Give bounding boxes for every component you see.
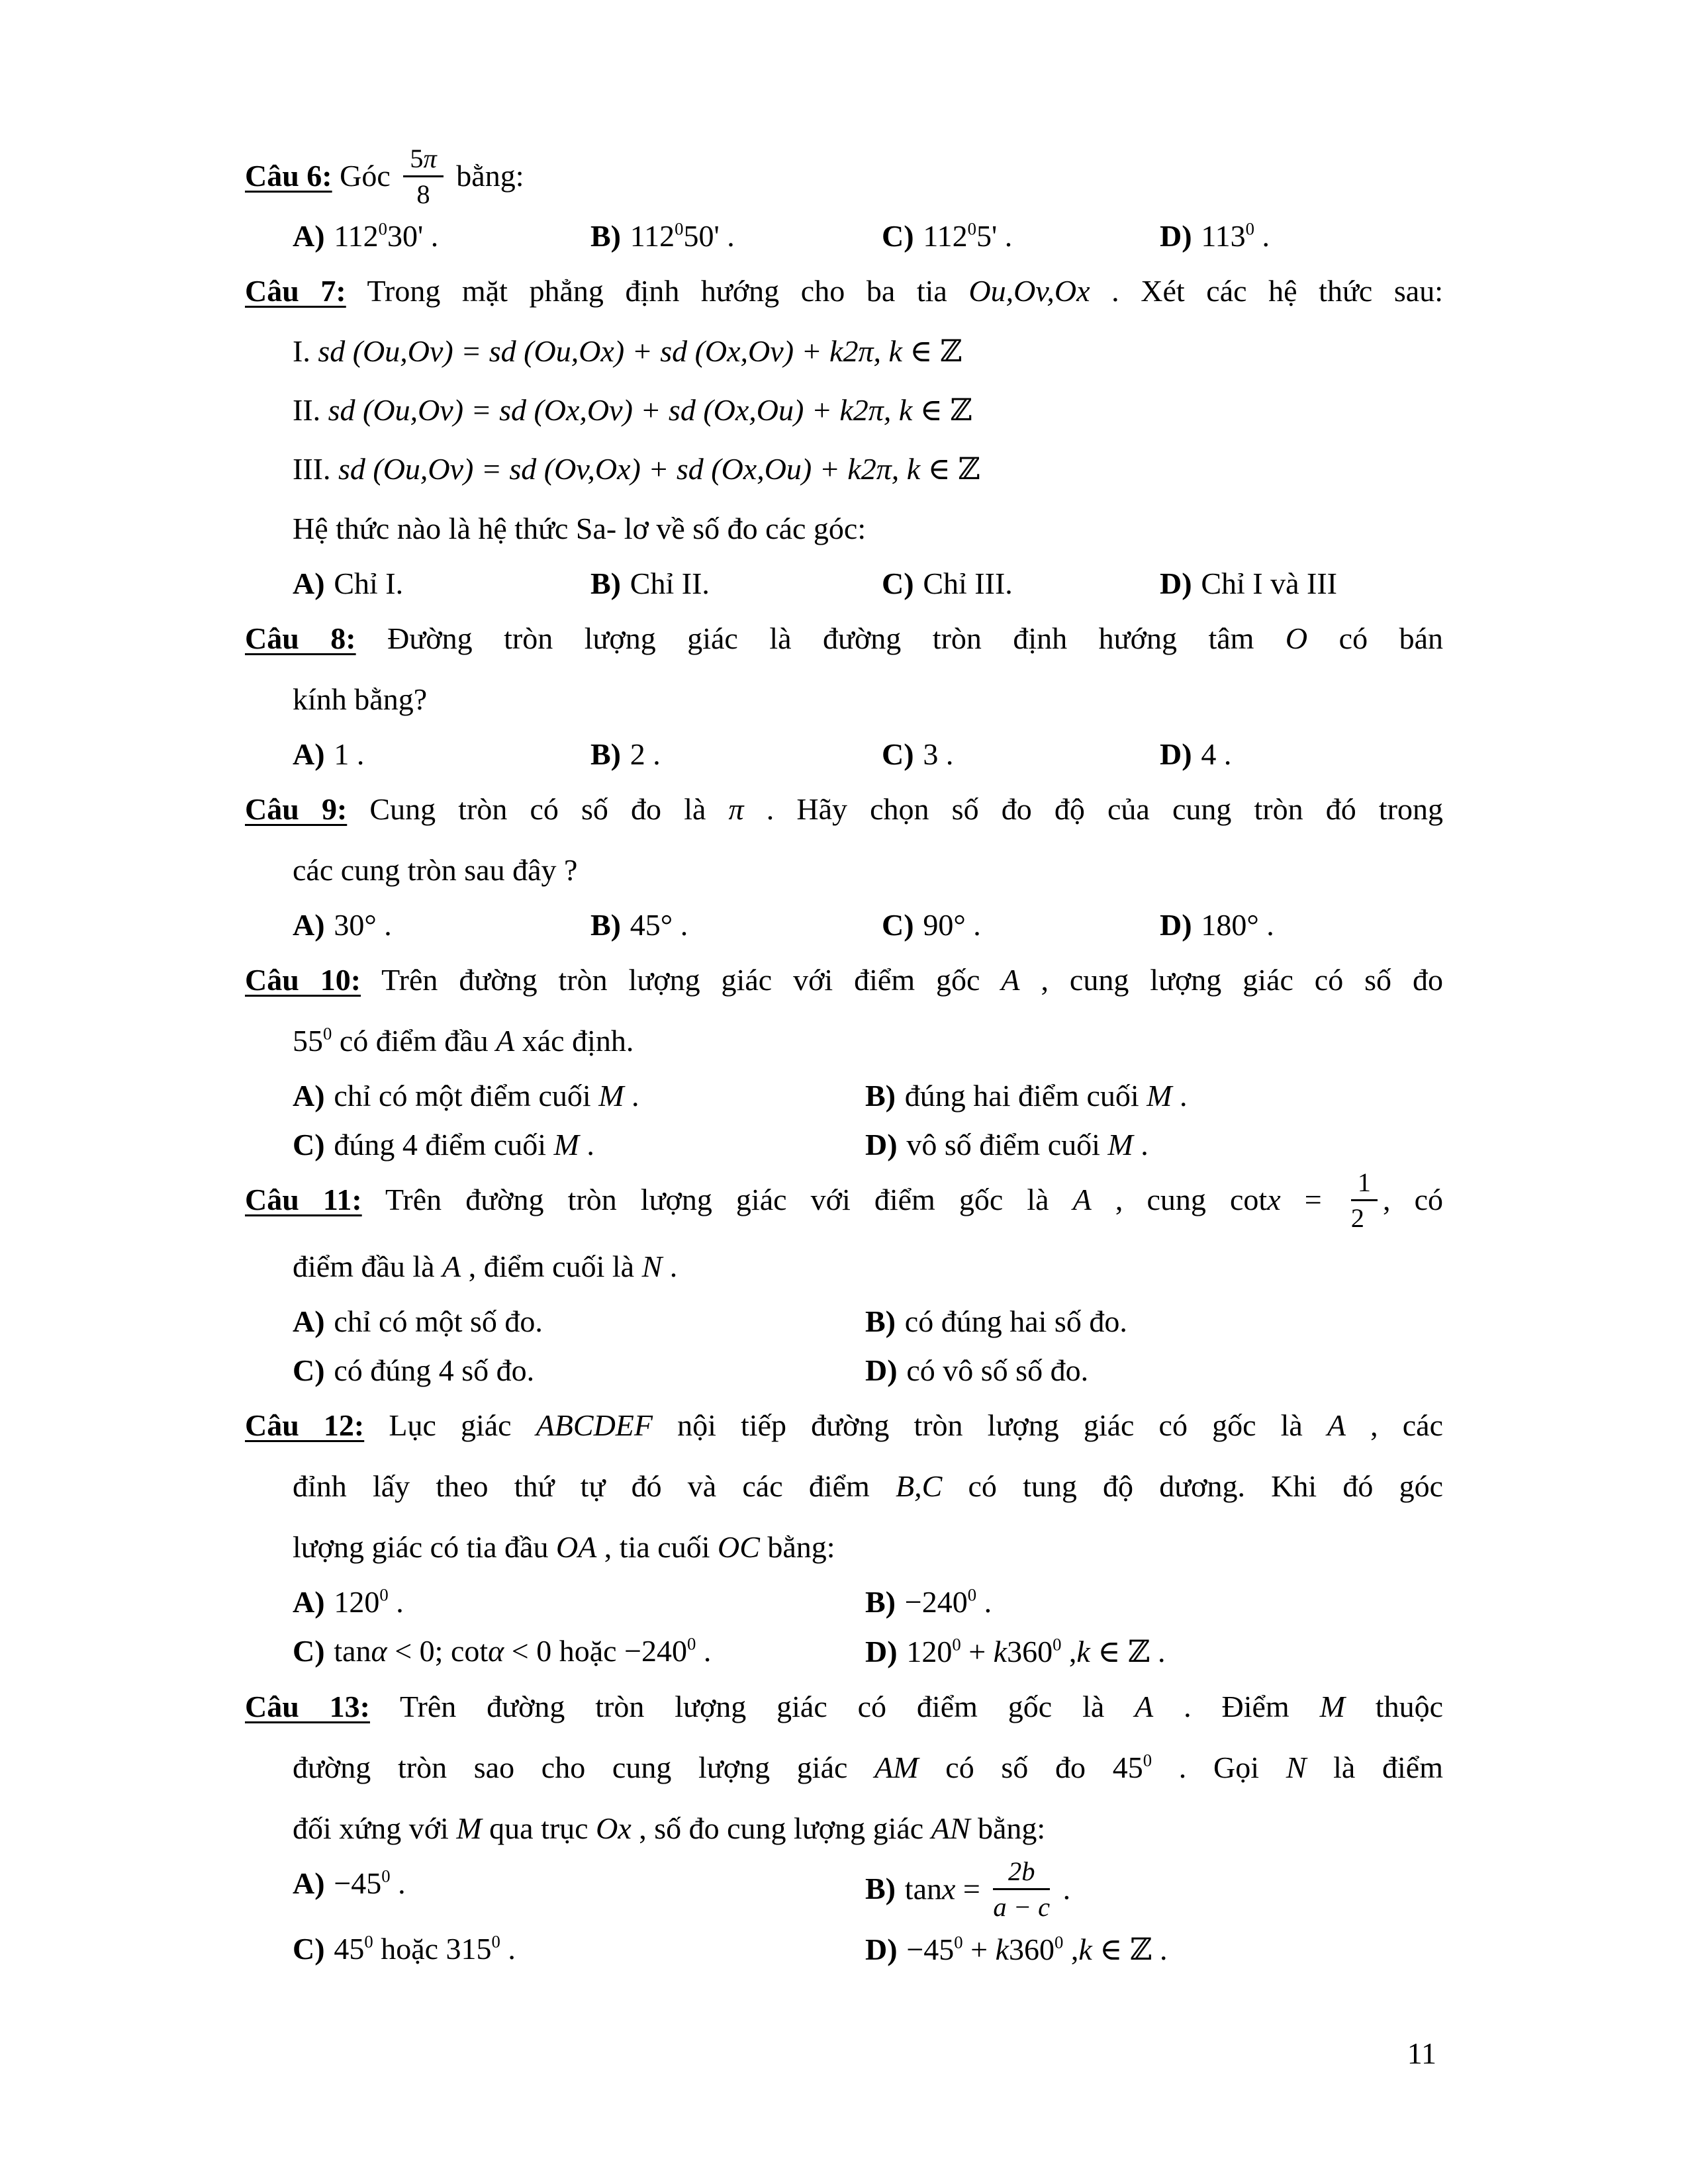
question-8 (245, 608, 1443, 779)
stem-text: 55 (293, 1024, 323, 1058)
math-text: A (496, 1024, 515, 1058)
answer-text: Chỉ I. (334, 567, 404, 601)
superscript: 0 (952, 1634, 961, 1655)
question-10-stem (245, 950, 1443, 1011)
math-variable: α (371, 1633, 387, 1668)
math-variable: x (942, 1871, 956, 1905)
answer-key: D) (865, 1933, 898, 1967)
answer-text: 112 (923, 219, 968, 253)
question-10 (245, 950, 1443, 1169)
question-9-stem-line2: các cung tròn sau đây ? (293, 853, 578, 887)
answer-text: vô số điểm cuối (906, 1128, 1108, 1162)
fraction-numerator: 1 (1351, 1167, 1378, 1201)
question-12 (245, 1395, 1443, 1676)
answer-text: . (1150, 1634, 1166, 1668)
answer-text: 4 . (1201, 737, 1232, 772)
answer-key: A) (293, 1866, 325, 1900)
fraction-denominator: 2 (1350, 1203, 1364, 1234)
question-13-label: Câu 13: (245, 1689, 370, 1723)
answer-text: 5' . (976, 219, 1013, 253)
stem-text: có điểm đầu (332, 1024, 496, 1058)
fraction-denominator: a − c (993, 1891, 1051, 1922)
question-6-stem (245, 143, 1443, 212)
question-13-answers-row1 (245, 1856, 1443, 1925)
question-12-stem (245, 1395, 1443, 1456)
answer-key: B) (865, 1871, 896, 1905)
stem-text: thuộc (1344, 1689, 1443, 1723)
answer-key: D) (865, 1128, 898, 1162)
answer-text: . (1055, 1871, 1071, 1905)
fraction-coefficient: 5 (410, 143, 424, 173)
question-7-answers (245, 559, 1443, 608)
answer-option-d (865, 1120, 1443, 1169)
question-8-stem (245, 608, 1443, 669)
stem-text: Cung tròn có số đo là (347, 792, 729, 827)
roman-numeral: II. (293, 393, 328, 428)
answer-option-a (293, 212, 590, 261)
superscript: 0 (364, 1931, 373, 1952)
formula-line-3 (245, 439, 1443, 498)
question-12-stem-line3 (245, 1517, 1443, 1578)
question-9-label: Câu 9: (245, 792, 348, 827)
answer-key: D) (865, 1353, 898, 1387)
formula-line-1 (245, 322, 1443, 381)
stem-text: . Gọi (1152, 1750, 1286, 1784)
math-text: A (442, 1249, 461, 1283)
answer-text: 90° . (923, 908, 981, 942)
answer-key: C) (293, 1353, 325, 1387)
question-10-answers-row1 (245, 1071, 1443, 1120)
element-of-sign: ∈ (1092, 1933, 1130, 1967)
math-text: M (553, 1128, 579, 1162)
stem-text: đối xứng với (293, 1811, 457, 1845)
answer-option-c (293, 1925, 865, 1974)
answer-option-c (882, 559, 1160, 608)
answer-text: 360 (1009, 1933, 1055, 1967)
answer-text: . (1133, 1128, 1149, 1162)
superscript: 0 (1055, 1932, 1064, 1952)
answer-text: đúng hai điểm cuối (904, 1079, 1147, 1113)
math-text: AN (931, 1811, 970, 1845)
superscript: 0 (687, 1633, 696, 1654)
math-variable: k (1078, 1933, 1092, 1967)
question-6-label: Câu 6: (245, 159, 332, 193)
answer-text: . (1172, 1079, 1188, 1113)
answer-text: . (388, 1584, 404, 1619)
answer-text: 30° . (334, 908, 392, 942)
answer-text: . (500, 1932, 516, 1966)
stem-text: , cung lượng giác có số đo (1019, 963, 1443, 997)
answer-key: A) (293, 567, 325, 601)
answer-text: 113 (1201, 219, 1246, 253)
stem-text: Lục giác (364, 1408, 536, 1442)
answer-key: D) (865, 1634, 898, 1668)
function-name: tan (904, 1871, 942, 1905)
answer-key: C) (882, 908, 914, 942)
question-13-stem-line3 (245, 1798, 1443, 1859)
question-12-answers-row1 (245, 1578, 1443, 1627)
math-text: A (1072, 1183, 1092, 1217)
stem-text: , cung (1091, 1183, 1230, 1217)
stem-text: điểm đầu là (293, 1249, 443, 1283)
answer-text: . (624, 1079, 639, 1113)
answer-text: , (1061, 1634, 1077, 1668)
integers-symbol: ℤ (950, 392, 972, 428)
math-text: M (456, 1811, 482, 1845)
question-9-answers (245, 901, 1443, 950)
question-12-stem-line2 (245, 1456, 1443, 1517)
function-name: cot (450, 1633, 489, 1668)
answer-option-c (293, 1627, 865, 1676)
answer-option-b (590, 901, 882, 950)
answer-option-d (865, 1346, 1443, 1395)
answer-text: có đúng hai số đo. (904, 1304, 1127, 1338)
math-text: Ox (596, 1811, 632, 1845)
equals-sign: = (1280, 1183, 1346, 1217)
answer-text: có vô số số đo. (906, 1353, 1089, 1387)
answer-text: 3 . (923, 737, 954, 772)
answer-key: A) (293, 908, 325, 942)
math-text: M (1147, 1079, 1172, 1113)
answer-text: 360 (1007, 1634, 1053, 1668)
integers-symbol: ℤ (958, 451, 980, 487)
stem-text: là điểm (1306, 1750, 1444, 1784)
stem-text: , số đo cung lượng giác (631, 1811, 931, 1845)
answer-key: D) (1160, 219, 1192, 253)
math-text: A (1001, 963, 1020, 997)
question-13-answers-row2 (245, 1925, 1443, 1974)
stem-text: Đường tròn lượng giác là đường tròn định hướng tâm (355, 621, 1286, 656)
answer-option-d (1160, 559, 1443, 608)
element-of-sign: ∈ (1090, 1634, 1128, 1668)
superscript: 0 (379, 1584, 389, 1605)
math-variable: x (1267, 1183, 1281, 1217)
math-text: Ou,Ov,Ox (968, 274, 1090, 308)
math-text: A (1327, 1408, 1346, 1442)
stem-text: bằng: (448, 159, 524, 193)
answer-option-b (865, 1297, 1443, 1346)
question-6-answers (245, 212, 1443, 261)
answer-option-c (882, 730, 1160, 779)
answer-text: 45 (334, 1932, 365, 1966)
question-10-answers-row2 (245, 1120, 1443, 1169)
answer-key: B) (590, 908, 621, 942)
answer-key: D) (1160, 908, 1192, 942)
answer-option-d (1160, 212, 1443, 261)
question-7-label: Câu 7: (245, 274, 346, 308)
answer-text: 112 (334, 219, 379, 253)
answer-key: A) (293, 219, 325, 253)
answer-text: 1 . (334, 737, 365, 772)
math-text: A (1135, 1689, 1154, 1723)
answer-key: D) (1160, 737, 1192, 772)
math-text: AM (874, 1750, 919, 1784)
question-9-stem (245, 779, 1443, 840)
answer-text: Chỉ II. (630, 567, 710, 601)
answer-text: . (1254, 219, 1270, 253)
answer-text: < 0 (504, 1633, 552, 1668)
answer-key: C) (882, 219, 914, 253)
fraction (993, 1856, 1050, 1922)
answer-text: + (962, 1933, 996, 1967)
answer-text: 2 . (630, 737, 661, 772)
roman-numeral: I. (293, 334, 318, 369)
superscript: 0 (323, 1023, 332, 1044)
answer-text: 45° . (630, 908, 688, 942)
answer-key: A) (293, 1304, 325, 1338)
answer-text: . (696, 1633, 712, 1668)
answer-key: C) (882, 737, 914, 772)
fraction-denominator: 8 (416, 179, 430, 209)
answer-text: + (961, 1634, 994, 1668)
stem-text: Trên đường tròn lượng giác với điểm gốc (361, 963, 1002, 997)
math-variable: k (995, 1933, 1009, 1967)
stem-text: , các (1346, 1408, 1443, 1442)
math-text: OC (717, 1529, 760, 1564)
answer-option-b (865, 1071, 1443, 1120)
question-10-stem-line2 (245, 1011, 1443, 1071)
answer-key: B) (590, 219, 621, 253)
question-7 (245, 261, 1443, 608)
integers-symbol: ℤ (1129, 1931, 1152, 1968)
answer-text: 50' . (683, 219, 735, 253)
answer-text: . (976, 1584, 992, 1619)
math-formula: sd (Ou,Ov) = sd (Ox,Ov) + sd (Ox,Ou) + k2π, k ∈ (328, 393, 951, 428)
superscript: 0 (675, 218, 684, 239)
answer-text: chỉ có một điểm cuối (334, 1079, 599, 1113)
stem-text: . Hãy chọn số đo độ của cung tròn đó trong (743, 792, 1444, 827)
stem-text: Góc (332, 159, 399, 193)
answer-text: . (1152, 1933, 1168, 1967)
answer-text: 30' . (387, 219, 439, 253)
math-variable: k (1076, 1634, 1090, 1668)
answer-option-c (293, 1346, 865, 1395)
question-11 (245, 1169, 1443, 1394)
answer-text: 112 (630, 219, 675, 253)
math-text: M (598, 1079, 624, 1113)
superscript: 0 (491, 1931, 500, 1952)
question-11-stem-line2 (245, 1236, 1443, 1297)
stem-text: lượng giác có tia đầu (293, 1529, 556, 1564)
question-9 (245, 779, 1443, 950)
equals-sign: = (955, 1871, 988, 1905)
question-11-answers-row2 (245, 1346, 1443, 1395)
stem-text: Trên đường tròn lượng giác có điểm gốc là (370, 1689, 1135, 1723)
answer-option-d (1160, 730, 1443, 779)
question-12-label: Câu 12: (245, 1408, 365, 1442)
answer-key: B) (590, 567, 621, 601)
question-10-label: Câu 10: (245, 963, 361, 997)
superscript: 0 (1245, 218, 1254, 239)
stem-text: Trong mặt phẳng định hướng cho ba tia (346, 274, 969, 308)
answer-key: C) (293, 1633, 325, 1668)
answer-option-b (590, 559, 882, 608)
stem-text: . Xét các hệ thức sau: (1090, 274, 1443, 308)
answer-option-b (865, 1856, 1443, 1925)
stem-text: Trên đường tròn lượng giác với điểm gốc là (361, 1183, 1073, 1217)
stem-text: bằng: (970, 1811, 1046, 1845)
superscript: 0 (1053, 1634, 1062, 1655)
question-11-stem (245, 1169, 1443, 1236)
math-variable: α (488, 1633, 504, 1668)
answer-text: hoặc (551, 1633, 625, 1668)
answer-option-a (293, 901, 590, 950)
integers-symbol: ℤ (939, 333, 962, 369)
math-text: N (1286, 1750, 1307, 1784)
answer-text: đúng 4 điểm cuối (334, 1128, 554, 1162)
answer-option-d (1160, 901, 1443, 950)
math-text: B,C (895, 1469, 943, 1503)
answer-text: 180° . (1201, 908, 1274, 942)
formula-line-2 (245, 381, 1443, 439)
answer-option-a (293, 730, 590, 779)
math-formula: sd (Ou,Ov) = sd (Ov,Ox) + sd (Ox,Ou) + k2π, k ∈ (338, 452, 959, 486)
fraction (403, 144, 444, 210)
answer-option-c (882, 901, 1160, 950)
question-7-stem (245, 261, 1443, 322)
document-content (245, 143, 1444, 1974)
question-7-subtext: Hệ thức nào là hệ thức Sa- lơ về số đo các góc: (293, 512, 867, 546)
answer-text: chỉ có một số đo. (334, 1304, 543, 1338)
answer-option-c (882, 212, 1160, 261)
question-8-answers (245, 730, 1443, 779)
answer-key: B) (865, 1079, 896, 1113)
answer-text: −45 (334, 1866, 382, 1900)
answer-option-a (293, 1071, 865, 1120)
stem-text: đường tròn sao cho cung lượng giác (293, 1750, 875, 1784)
question-13-stem-line2 (245, 1737, 1443, 1798)
pi-symbol: π (423, 143, 437, 173)
question-6 (245, 143, 1443, 261)
stem-text: đỉnh lấy theo thứ tự đó và các điểm (293, 1469, 896, 1503)
answer-text: , (1063, 1933, 1079, 1967)
answer-key: A) (293, 1079, 325, 1113)
answer-option-b (590, 212, 882, 261)
stem-text: có số đo (918, 1750, 1113, 1784)
answer-text: . (579, 1128, 594, 1162)
question-13 (245, 1676, 1443, 1975)
answer-text: −45 (906, 1933, 955, 1967)
math-text: ABCDEF (536, 1408, 653, 1442)
pi-symbol: π (728, 792, 744, 827)
question-13-stem (245, 1676, 1443, 1737)
page-number: 11 (1407, 2036, 1436, 2070)
superscript: 0 (381, 1866, 391, 1886)
answer-option-c (293, 1120, 865, 1169)
superscript: 0 (967, 1584, 977, 1605)
answer-key: C) (293, 1128, 325, 1162)
answer-option-d (865, 1627, 1443, 1676)
superscript: 0 (954, 1932, 963, 1952)
question-8-label: Câu 8: (245, 621, 356, 656)
superscript: 0 (1143, 1750, 1152, 1770)
math-text: N (641, 1249, 663, 1283)
answer-text: Chỉ I và III (1201, 567, 1337, 601)
function-name: cot (1230, 1183, 1268, 1217)
stem-text: 45 (1112, 1750, 1143, 1784)
math-text: M (1107, 1128, 1133, 1162)
math-text: M (1319, 1689, 1345, 1723)
fraction-numerator: 2b (993, 1856, 1050, 1889)
question-12-answers-row2 (245, 1627, 1443, 1676)
math-variable: k (993, 1634, 1008, 1668)
roman-numeral: III. (293, 452, 338, 486)
answer-option-a (293, 1297, 865, 1346)
superscript: 0 (967, 218, 976, 239)
function-name: tan (334, 1633, 371, 1668)
integers-symbol: ℤ (1127, 1633, 1150, 1669)
answer-text: 120 (906, 1634, 953, 1668)
fraction (1351, 1167, 1378, 1234)
math-formula: sd (Ou,Ov) = sd (Ou,Ox) + sd (Ox,Ov) + k2π, k ∈ (318, 334, 940, 369)
answer-key: B) (865, 1584, 896, 1619)
stem-text: , có (1382, 1183, 1443, 1217)
math-text: O (1285, 621, 1308, 656)
stem-text: , tia cuối (596, 1529, 718, 1564)
answer-option-b (865, 1578, 1443, 1627)
answer-option-a (293, 1859, 865, 1925)
stem-text: xác định. (514, 1024, 634, 1058)
question-11-answers-row1 (245, 1297, 1443, 1346)
answer-text: có đúng 4 số đo. (334, 1353, 535, 1387)
superscript: 0 (378, 218, 387, 239)
answer-text: Chỉ III. (923, 567, 1013, 601)
answer-key: D) (1160, 567, 1192, 601)
answer-key: C) (882, 567, 914, 601)
answer-option-d (865, 1925, 1443, 1974)
answer-key: C) (293, 1932, 325, 1966)
stem-text: nội tiếp đường tròn lượng giác có gốc là (653, 1408, 1327, 1442)
answer-text: 315 (445, 1932, 492, 1966)
fraction-numerator (403, 144, 444, 177)
question-11-label: Câu 11: (245, 1183, 362, 1217)
stem-text: có tung độ dương. Khi đó góc (942, 1469, 1443, 1503)
answer-text: −240 (904, 1584, 968, 1619)
answer-key: B) (590, 737, 621, 772)
stem-text: bằng: (759, 1529, 835, 1564)
answer-text: hoặc (373, 1932, 446, 1966)
answer-option-a (293, 559, 590, 608)
stem-text: , điểm cuối là (461, 1249, 642, 1283)
stem-text: qua trục (481, 1811, 596, 1845)
answer-text: −240 (624, 1633, 688, 1668)
answer-option-b (590, 730, 882, 779)
math-text: OA (555, 1529, 597, 1564)
answer-text: 120 (334, 1584, 380, 1619)
stem-text: . (662, 1249, 678, 1283)
stem-text: có bán (1307, 621, 1443, 656)
answer-text: . (390, 1866, 406, 1900)
answer-key: A) (293, 737, 325, 772)
answer-key: B) (865, 1304, 896, 1338)
answer-option-a (293, 1578, 865, 1627)
answer-key: A) (293, 1584, 325, 1619)
question-8-stem-line2: kính bằng? (293, 682, 428, 717)
answer-text: < 0; (387, 1633, 451, 1668)
stem-text: . Điểm (1153, 1689, 1320, 1723)
